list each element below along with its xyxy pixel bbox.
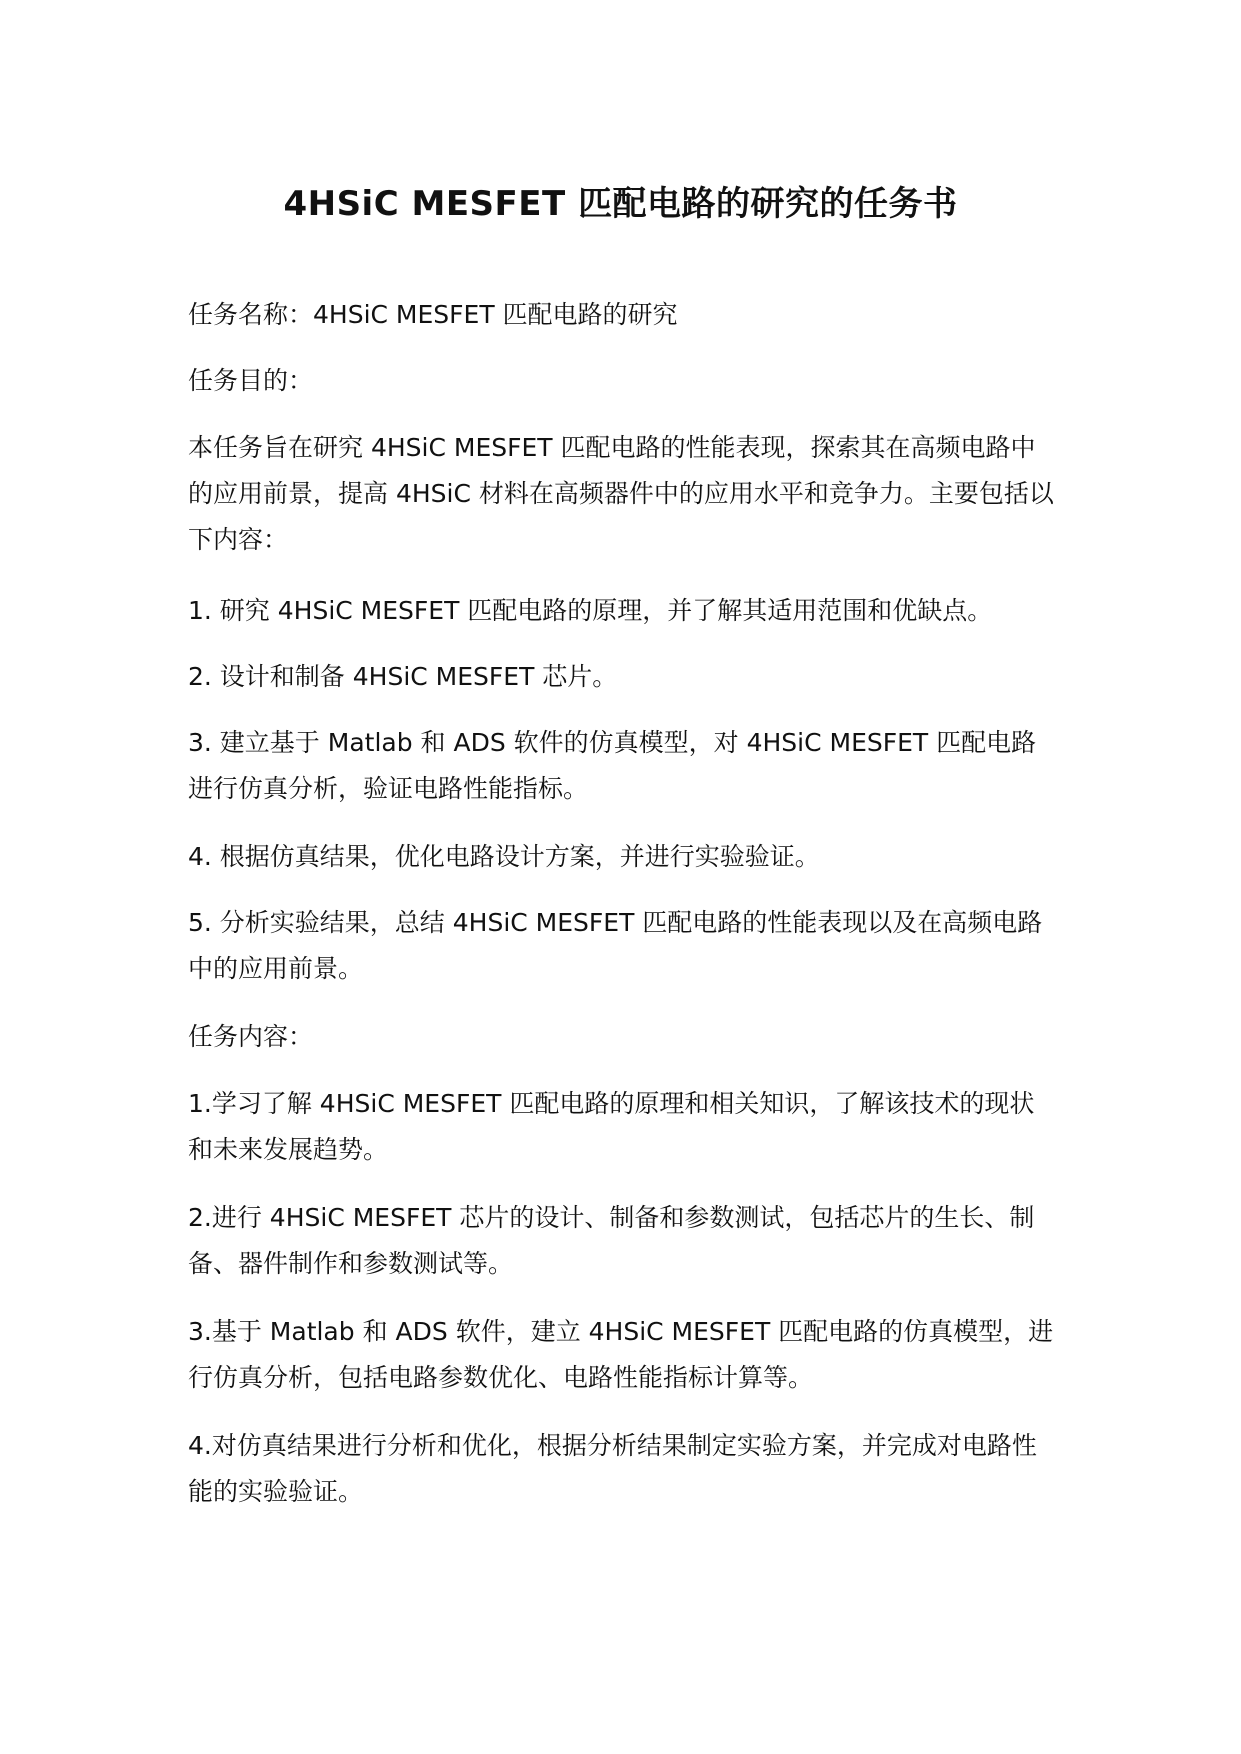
content-item-2: 2.进行 4HSiC MESFET 芯片的设计、制备和参数测试，包括芯片的生长、制备、器件制作和参数测试等。: [188, 1203, 1035, 1278]
content-item-3: 3.基于 Matlab 和 ADS 软件，建立 4HSiC MESFET 匹配电路的仿真模型，进行仿真分析，包括电路参数优化、电路性能指标计算等。: [188, 1317, 1054, 1392]
purpose-item-4: 4. 根据仿真结果，优化电路设计方案，并进行实验验证。: [188, 842, 820, 871]
content-item-1: 1.学习了解 4HSiC MESFET 匹配电路的原理和相关知识，了解该技术的现状和未来发展趋势。: [188, 1089, 1035, 1164]
content-item-4: 4.对仿真结果进行分析和优化，根据分析结果制定实验方案，并完成对电路性能的实验验证。: [188, 1431, 1037, 1506]
task-purpose-heading: 任务目的：: [188, 366, 314, 395]
task-name-line: 任务名称：4HSiC MESFET 匹配电路的研究: [188, 300, 678, 329]
document-title: 4HSiC MESFET 匹配电路的研究的任务书: [283, 184, 958, 224]
purpose-item-2: 2. 设计和制备 4HSiC MESFET 芯片。: [188, 662, 618, 691]
task-purpose-paragraph: 本任务旨在研究 4HSiC MESFET 匹配电路的性能表现，探索其在高频电路中的应用前景，提高 4HSiC 材料在高频器件中的应用水平和竞争力。主要包括以下内容：: [188, 433, 1054, 554]
task-content-heading: 任务内容：: [188, 1022, 314, 1051]
purpose-item-5: 5. 分析实验结果，总结 4HSiC MESFET 匹配电路的性能表现以及在高频电路中的应用前景。: [188, 908, 1043, 983]
purpose-item-1: 1. 研究 4HSiC MESFET 匹配电路的原理，并了解其适用范围和优缺点。: [188, 596, 993, 625]
purpose-item-3: 3. 建立基于 Matlab 和 ADS 软件的仿真模型，对 4HSiC MESFET 匹配电路进行仿真分析，验证电路性能指标。: [188, 728, 1037, 803]
